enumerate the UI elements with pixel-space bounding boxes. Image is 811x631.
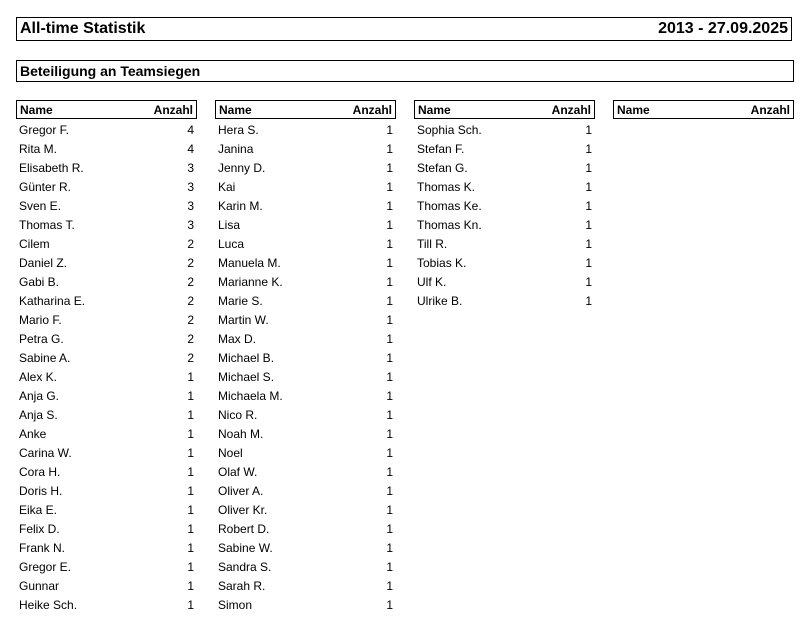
participant-name: Sophia Sch. [417, 122, 482, 137]
participant-name: Robert D. [218, 521, 270, 536]
participant-count: 1 [585, 255, 592, 270]
participant-count: 1 [386, 236, 393, 251]
participant-name: Oliver Kr. [218, 502, 268, 517]
participant-count: 1 [386, 179, 393, 194]
stats-column-1 [16, 100, 197, 614]
participant-name: Lisa [218, 217, 241, 232]
list-item [215, 310, 396, 329]
list-item [16, 348, 197, 367]
list-item [16, 158, 197, 177]
participant-count: 1 [187, 559, 194, 574]
list-item [215, 462, 396, 481]
list-item [16, 481, 197, 500]
count-header: Anzahl [352, 102, 392, 117]
participant-name: Petra G. [19, 331, 64, 346]
list-item [16, 462, 197, 481]
participant-name: Frank N. [19, 540, 66, 555]
participant-count: 1 [386, 445, 393, 460]
participant-name: Martin W. [218, 312, 269, 327]
participant-count: 1 [585, 236, 592, 251]
participant-count: 1 [187, 578, 194, 593]
participant-count: 2 [187, 236, 194, 251]
list-item [215, 139, 396, 158]
participant-name: Mario F. [19, 312, 62, 327]
list-item [16, 538, 197, 557]
participant-count: 1 [585, 293, 592, 308]
stats-list [16, 120, 197, 614]
participant-count: 3 [187, 160, 194, 175]
participant-count: 2 [187, 255, 194, 270]
participant-count: 1 [386, 502, 393, 517]
participant-count: 4 [187, 141, 194, 156]
list-item [215, 291, 396, 310]
list-item [16, 576, 197, 595]
list-item [215, 538, 396, 557]
list-item [414, 177, 595, 196]
list-item [215, 196, 396, 215]
participant-count: 1 [386, 331, 393, 346]
name-header: Name [20, 102, 53, 117]
list-item [215, 386, 396, 405]
participant-count: 3 [187, 198, 194, 213]
participant-name: Sven E. [19, 198, 62, 213]
list-item [414, 120, 595, 139]
list-item [414, 272, 595, 291]
participant-name: Heike Sch. [19, 597, 78, 612]
list-item [215, 557, 396, 576]
participant-count: 1 [187, 388, 194, 403]
participant-name: Marianne K. [218, 274, 283, 289]
participant-name: Gregor E. [19, 559, 72, 574]
page-header [16, 17, 792, 41]
list-item [16, 291, 197, 310]
participant-name: Felix D. [19, 521, 60, 536]
participant-count: 1 [386, 369, 393, 384]
count-header: Anzahl [551, 102, 591, 117]
participant-name: Janina [218, 141, 254, 156]
list-item [215, 443, 396, 462]
participant-name: Stefan F. [417, 141, 465, 156]
section-header [16, 60, 794, 82]
list-item [414, 139, 595, 158]
list-item [215, 348, 396, 367]
participant-count: 1 [386, 426, 393, 441]
participant-count: 1 [187, 597, 194, 612]
participant-count: 2 [187, 350, 194, 365]
list-item [215, 177, 396, 196]
date-range: 2013 - 27.09.2025 [658, 20, 788, 37]
participant-count: 1 [386, 217, 393, 232]
participant-count: 1 [187, 483, 194, 498]
list-item [215, 405, 396, 424]
participant-count: 1 [585, 141, 592, 156]
participant-name: Anja G. [19, 388, 60, 403]
column-header [613, 100, 794, 119]
participant-name: Alex K. [19, 369, 58, 384]
participant-name: Thomas Kn. [417, 217, 482, 232]
participant-name: Michaela M. [218, 388, 283, 403]
list-item [414, 253, 595, 272]
stats-column-3 [414, 100, 595, 310]
participant-name: Michael S. [218, 369, 275, 384]
list-item [414, 215, 595, 234]
participant-count: 1 [386, 597, 393, 612]
participant-count: 2 [187, 331, 194, 346]
participant-count: 3 [187, 179, 194, 194]
participant-count: 1 [386, 255, 393, 270]
participant-count: 1 [585, 160, 592, 175]
participant-name: Anja S. [19, 407, 58, 422]
list-item [16, 329, 197, 348]
list-item [414, 158, 595, 177]
participant-name: Stefan G. [417, 160, 468, 175]
participant-name: Katharina E. [19, 293, 86, 308]
participant-count: 1 [386, 521, 393, 536]
participant-count: 1 [386, 141, 393, 156]
list-item [215, 500, 396, 519]
participant-name: Kai [218, 179, 236, 194]
list-item [16, 500, 197, 519]
participant-name: Luca [218, 236, 245, 251]
list-item [16, 272, 197, 291]
participant-name: Rita M. [19, 141, 58, 156]
participant-name: Olaf W. [218, 464, 258, 479]
list-item [215, 272, 396, 291]
list-item [16, 386, 197, 405]
section-title: Beteiligung an Teamsiegen [20, 63, 201, 79]
participant-name: Cora H. [19, 464, 61, 479]
list-item [215, 215, 396, 234]
participant-count: 1 [585, 198, 592, 213]
participant-name: Thomas K. [417, 179, 476, 194]
list-item [215, 253, 396, 272]
participant-name: Till R. [417, 236, 448, 251]
list-item [16, 519, 197, 538]
list-item [215, 329, 396, 348]
participant-count: 1 [386, 559, 393, 574]
participant-count: 1 [386, 293, 393, 308]
participant-name: Sabine W. [218, 540, 273, 555]
list-item [16, 234, 197, 253]
list-item [414, 196, 595, 215]
participant-count: 1 [386, 160, 393, 175]
name-header: Name [418, 102, 451, 117]
participant-name: Gabi B. [19, 274, 60, 289]
participant-count: 1 [386, 122, 393, 137]
list-item [215, 367, 396, 386]
participant-count: 1 [585, 122, 592, 137]
participant-count: 2 [187, 274, 194, 289]
list-item [215, 424, 396, 443]
participant-count: 1 [386, 274, 393, 289]
list-item [16, 310, 197, 329]
list-item [215, 234, 396, 253]
participant-name: Sandra S. [218, 559, 272, 574]
participant-count: 1 [187, 521, 194, 536]
participant-name: Doris H. [19, 483, 63, 498]
list-item [414, 291, 595, 310]
list-item [215, 576, 396, 595]
participant-name: Ulf K. [417, 274, 447, 289]
participant-name: Marie S. [218, 293, 263, 308]
list-item [16, 443, 197, 462]
participant-count: 3 [187, 217, 194, 232]
participant-count: 1 [386, 407, 393, 422]
participant-name: Jenny D. [218, 160, 266, 175]
participant-count: 1 [386, 540, 393, 555]
participant-name: Michael B. [218, 350, 275, 365]
participant-name: Gunnar [19, 578, 60, 593]
participant-name: Daniel Z. [19, 255, 68, 270]
list-item [16, 120, 197, 139]
participant-name: Günter R. [19, 179, 72, 194]
participant-name: Manuela M. [218, 255, 281, 270]
participant-count: 1 [585, 274, 592, 289]
stats-column-2 [215, 100, 396, 614]
participant-count: 1 [187, 464, 194, 479]
participant-name: Sarah R. [218, 578, 266, 593]
participant-count: 1 [386, 464, 393, 479]
participant-count: 1 [386, 198, 393, 213]
list-item [16, 595, 197, 614]
participant-name: Hera S. [218, 122, 259, 137]
participant-name: Ulrike B. [417, 293, 463, 308]
participant-name: Gregor F. [19, 122, 70, 137]
participant-name: Carina W. [19, 445, 72, 460]
stats-column-4 [613, 100, 794, 119]
participant-count: 1 [386, 388, 393, 403]
name-header: Name [219, 102, 252, 117]
participant-name: Thomas Ke. [417, 198, 482, 213]
participant-count: 1 [585, 217, 592, 232]
stats-list [414, 120, 595, 310]
participant-count: 1 [386, 312, 393, 327]
list-item [16, 253, 197, 272]
list-item [16, 424, 197, 443]
participant-name: Eika E. [19, 502, 58, 517]
list-item [215, 120, 396, 139]
list-item [16, 367, 197, 386]
participant-name: Noah M. [218, 426, 264, 441]
participant-count: 1 [187, 426, 194, 441]
list-item [16, 215, 197, 234]
column-header [414, 100, 595, 119]
participant-count: 1 [386, 350, 393, 365]
participant-count: 1 [187, 445, 194, 460]
column-header [16, 100, 197, 119]
count-header: Anzahl [750, 102, 790, 117]
list-item [215, 158, 396, 177]
participant-name: Sabine A. [19, 350, 71, 365]
list-item [16, 405, 197, 424]
participant-count: 1 [585, 179, 592, 194]
name-header: Name [617, 102, 650, 117]
page-title: All-time Statistik [20, 20, 146, 37]
participant-count: 2 [187, 312, 194, 327]
list-item [215, 481, 396, 500]
participant-name: Nico R. [218, 407, 258, 422]
participant-count: 1 [187, 540, 194, 555]
participant-count: 1 [187, 502, 194, 517]
participant-name: Cilem [19, 236, 50, 251]
list-item [16, 196, 197, 215]
participant-name: Anke [19, 426, 47, 441]
list-item [414, 234, 595, 253]
stats-list [215, 120, 396, 614]
participant-name: Simon [218, 597, 253, 612]
participant-count: 1 [187, 369, 194, 384]
list-item [215, 519, 396, 538]
participant-name: Karin M. [218, 198, 263, 213]
list-item [215, 595, 396, 614]
list-item [16, 177, 197, 196]
participant-name: Oliver A. [218, 483, 264, 498]
participant-count: 1 [187, 407, 194, 422]
participant-name: Thomas T. [19, 217, 75, 232]
list-item [16, 139, 197, 158]
participant-name: Noel [218, 445, 243, 460]
participant-count: 2 [187, 293, 194, 308]
count-header: Anzahl [153, 102, 193, 117]
participant-count: 1 [386, 483, 393, 498]
participant-name: Max D. [218, 331, 257, 346]
participant-name: Tobias K. [417, 255, 467, 270]
participant-count: 4 [187, 122, 194, 137]
participant-name: Elisabeth R. [19, 160, 84, 175]
column-header [215, 100, 396, 119]
list-item [16, 557, 197, 576]
participant-count: 1 [386, 578, 393, 593]
